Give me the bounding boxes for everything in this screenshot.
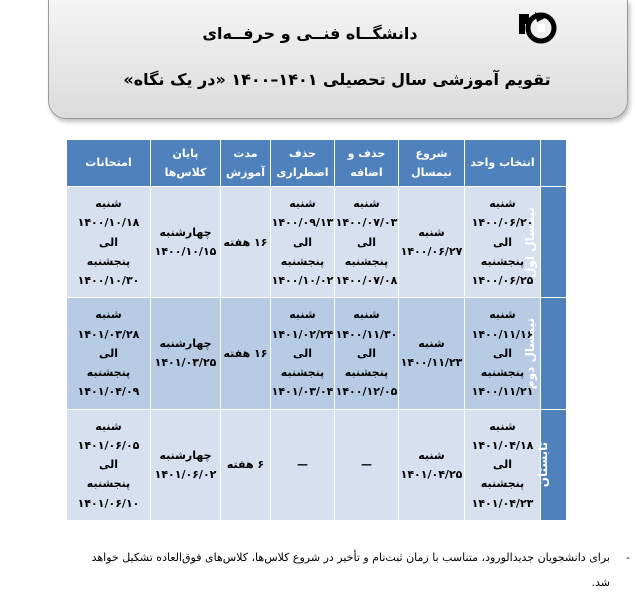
exams-cell: شنبه ۱۴۰۰/۱۰/۱۸ الی پنجشنبه ۱۴۰۰/۱۰/۳۰ [67, 187, 151, 298]
row-label: نیمسال اول [541, 187, 567, 298]
academic-calendar-table [66, 139, 567, 521]
table-row [67, 187, 567, 298]
footnote-bullet: - [626, 551, 630, 564]
semester-start-cell: شنبه ۱۴۰۰/۱۱/۲۳ [399, 298, 465, 409]
column-header: حذف و اضافه [335, 140, 399, 187]
semester-start-cell: شنبه ۱۴۰۱/۰۴/۲۵ [399, 409, 465, 520]
footnote [70, 545, 630, 595]
exams-cell: شنبه ۱۴۰۱/۰۳/۲۸ الی پنجشنبه ۱۴۰۱/۰۴/۰۹ [67, 298, 151, 409]
table-row [67, 298, 567, 409]
select-units-cell: شنبه ۱۴۰۰/۱۱/۱۶ الی پنجشنبه ۱۴۰۰/۱۱/۲۱ [465, 298, 541, 409]
exams-cell: شنبه ۱۴۰۱/۰۶/۰۵ الی پنجشنبه ۱۴۰۱/۰۶/۱۰ [67, 409, 151, 520]
table-header-row [67, 140, 567, 187]
university-title: دانشگــاه فنــی و حرفــه‌ای [202, 24, 418, 43]
end-classes-cell: چهارشنبه ۱۴۰۱/۰۳/۲۵ [151, 298, 221, 409]
column-header: مدت آموزش [221, 140, 271, 187]
calendar-title: تقویم آموزشی سال تحصیلی ۱۴۰۱–۱۴۰۰ «در یک نگاه» [123, 70, 551, 89]
corner-cell [541, 140, 567, 187]
row-label: نیمسال دوم [541, 298, 567, 409]
column-header: امتحانات [67, 140, 151, 187]
add-drop-cell: شنبه ۱۴۰۰/۰۷/۰۳ الی پنجشنبه ۱۴۰۰/۰۷/۰۸ [335, 187, 399, 298]
emergency-drop-cell: شنبه ۱۴۰۱/۰۲/۲۴ الی پنجشنبه ۱۴۰۱/۰۳/۰۴ [271, 298, 335, 409]
end-classes-cell: چهارشنبه ۱۴۰۰/۱۰/۱۵ [151, 187, 221, 298]
select-units-cell: شنبه ۱۴۰۱/۰۴/۱۸ الی پنجشنبه ۱۴۰۱/۰۴/۲۳ [465, 409, 541, 520]
row-label: تابستان [541, 409, 567, 520]
column-header: انتخاب واحد [465, 140, 541, 187]
column-header: حذف اضطراری [271, 140, 335, 187]
emergency-drop-cell: — [271, 409, 335, 520]
duration-cell: ۶ هفته [221, 409, 271, 520]
table-row [67, 409, 567, 520]
add-drop-cell: شنبه ۱۴۰۰/۱۱/۳۰ الی پنجشنبه ۱۴۰۰/۱۲/۰۵ [335, 298, 399, 409]
duration-cell: ۱۶ هفته [221, 187, 271, 298]
column-header: شروع نیمسال [399, 140, 465, 187]
footnote-text: برای دانشجویان جدیدالورود، متناسب با زمان ثبت‌نام و تأخیر در شروع کلاس‌ها، کلاس‌های فوق‌العاده تشکیل خواهد شد. [91, 551, 610, 589]
emergency-drop-cell: شنبه ۱۴۰۰/۰۹/۱۳ الی پنجشنبه ۱۴۰۰/۱۰/۰۲ [271, 187, 335, 298]
select-units-cell: شنبه ۱۴۰۰/۰۶/۲۰ الی پنجشنبه ۱۴۰۰/۰۶/۲۵ [465, 187, 541, 298]
column-header: پایان کلاس‌ها [151, 140, 221, 187]
end-classes-cell: چهارشنبه ۱۴۰۱/۰۶/۰۲ [151, 409, 221, 520]
add-drop-cell: — [335, 409, 399, 520]
semester-start-cell: شنبه ۱۴۰۰/۰۶/۲۷ [399, 187, 465, 298]
duration-cell: ۱۶ هفته [221, 298, 271, 409]
